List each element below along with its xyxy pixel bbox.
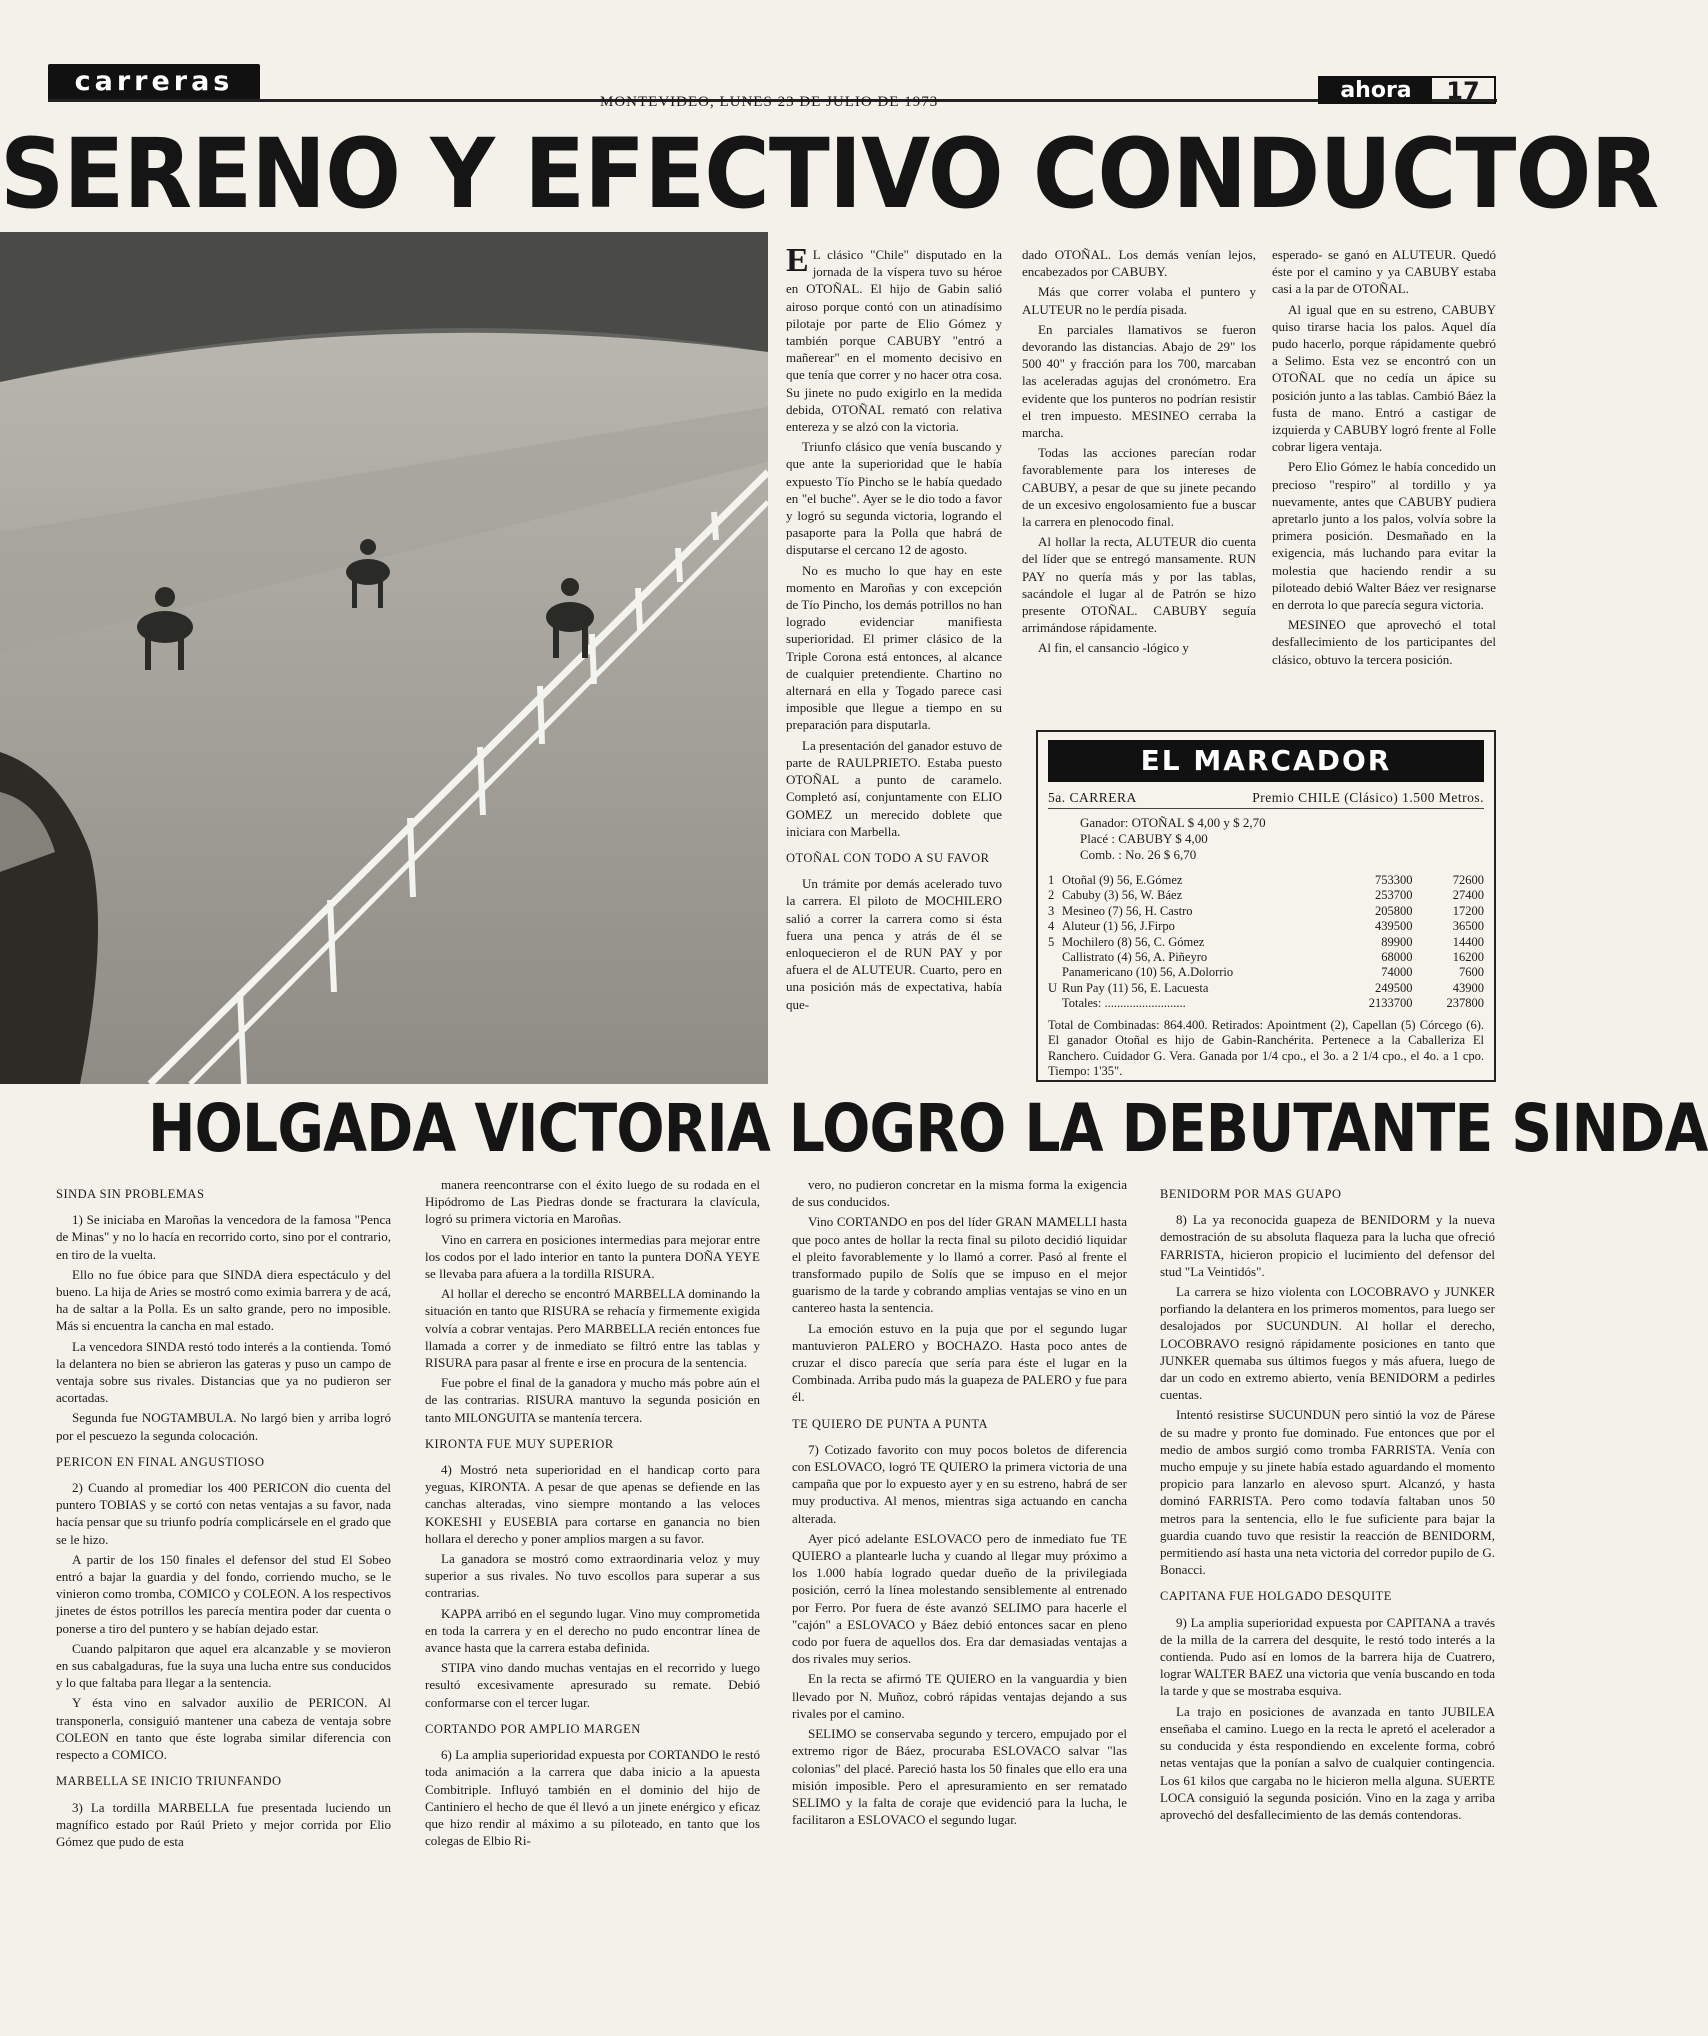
result-amount-b: 36500 — [1452, 919, 1484, 934]
paragraph: Segunda fue NOGTAMBULA. No largó bien y arriba logró por el pescuezo la segunda colocación. — [56, 1410, 391, 1443]
paragraph: manera reencontrarse con el éxito luego de su rodada en el Hipódromo de Las Piedras donde se fracturara la clavícula, logró su primera victoria en Maroñas. — [425, 1177, 760, 1227]
result-horse: Mesineo (7) 56, H. Castro — [1062, 903, 1193, 918]
paragraph: Cuando palpitaron que aquel era alcanzable y se movieron en sus cabalgaduras, fue la suya una lucha entre sus conducidos y lo que faltaba para llegar a la sentencia. — [56, 1640, 391, 1691]
result-position: 3 — [1048, 903, 1055, 918]
article-bottom-col-2 — [425, 1176, 760, 2012]
result-row — [1048, 935, 1484, 950]
paragraph: A partir de los 150 finales el defensor del stud El Sobeo entró a bajar la guardia y del fondo, corriendo mucho, se le vinieron como tromba, COMICO y COLEON. A los respectivos jinetes de éstos potrillos les parecía mentira poder dar cuenta o ponerse a tiro del puntero y se habían dejado estar. — [56, 1551, 391, 1636]
result-amount-b: 7600 — [1459, 965, 1484, 980]
paragraph: KAPPA arribó en el segundo lugar. Vino muy comprometida en toda la carrera y en el derecho no pudo encontrar línea de avance hasta que la carrera estaba definida. — [425, 1605, 760, 1656]
result-amount-a: 439500 — [1374, 919, 1413, 934]
race-photo — [0, 232, 768, 1084]
paragraph: MESINEO que aprovechó el total desfallecimiento de los participantes del clásico, obtuvo la tercera posición. — [1272, 617, 1496, 667]
result-row — [1048, 919, 1484, 934]
subheading: CORTANDO POR AMPLIO MARGEN — [425, 1721, 641, 1736]
brand-name: ahora — [1320, 78, 1432, 102]
result-row — [1048, 981, 1484, 996]
paragraph: No es mucho lo que hay en este momento en Maroñas y con excepción de Tío Pincho, los demás potrillos no han logrado evidenciar manifiesta superioridad. El primer clásico de la Triple Corona está entonces, al alcance de cualquier pretendiente. Chartino no alternará en ella y Togado parece casi imposible que llegue a tiempo en su preparación para disputarla. — [786, 562, 1002, 733]
subheading: MARBELLA SE INICIO TRIUNFANDO — [56, 1774, 282, 1789]
result-amount-b: 14400 — [1452, 934, 1484, 949]
page-number: 17 — [1446, 77, 1480, 105]
dateline: MONTEVIDEO, LUNES 23 DE JULIO DE 1973 — [600, 94, 939, 110]
result-row — [1048, 873, 1484, 888]
headline-second: HOLGADA VICTORIA LOGRO LA DEBUTANTE SINDA — [148, 1090, 1708, 1167]
result-amount-b: 72600 — [1452, 873, 1484, 887]
subheading: PERICON EN FINAL ANGUSTIOSO — [56, 1454, 265, 1469]
paragraph: STIPA vino dando muchas ventajas en el recorrido y luego resultó excesivamente apresurado su remate. Debió conformarse con el tercer lugar. — [425, 1660, 760, 1710]
subheading: OTOÑAL CON TODO A SU FAVOR — [786, 850, 990, 865]
race-number: 5a. CARRERA — [1048, 790, 1137, 805]
article-top-col-1 — [786, 242, 1002, 1084]
payout-line: Ganador: OTOÑAL $ 4,00 y $ 2,70 — [1080, 815, 1266, 830]
result-row — [1048, 965, 1484, 980]
paragraph: Más que correr volaba el puntero y ALUTEUR no le perdía pisada. — [1022, 284, 1256, 317]
result-amount-b: 16200 — [1452, 950, 1484, 965]
section-tag: carreras — [48, 64, 260, 100]
paragraph: La ganadora se mostró como extraordinaria veloz y muy superior a sus rivales. No tuvo escollos para superar a sus contrarias. — [425, 1551, 760, 1601]
results-footer: Total de Combinadas: 864.400. Retirados: Apointment (2), Capellan (5) Córcego (6). El ganador Otoñal es hijo de Gabin-Ranchérita. Pertenece a la Caballeriza El Ranchero. Cuidador G. Vera. Ganada por 1/4 cpo., el 3o. a 2 1/4 cpo., el 4o. a 1 cpo. Tiempo: 1'35". — [1048, 1017, 1484, 1079]
result-position — [1048, 965, 1062, 980]
paragraph: 2) Cuando al promediar los 400 PERICON dio cuenta del puntero TOBIAS y se cortó con netas ventajas a su favor, nada hacía pensar que su triunfo podría complicársele en el grado que se le hizo. — [56, 1480, 391, 1547]
subheading: CAPITANA FUE HOLGADO DESQUITE — [1160, 1589, 1392, 1604]
subheading: BENIDORM POR MAS GUAPO — [1160, 1187, 1342, 1201]
result-horse: Callistrato (4) 56, A. Piñeyro — [1062, 950, 1208, 965]
brand-logo — [1318, 76, 1496, 104]
result-horse: Cabuby (3) 56, W. Báez — [1062, 888, 1183, 903]
race-name: Premio CHILE (Clásico) 1.500 Metros. — [1252, 790, 1484, 805]
result-position: 2 — [1048, 888, 1055, 903]
result-row — [1048, 996, 1484, 1011]
paragraph: 8) La ya reconocida guapeza de BENIDORM y la nueva demostración de su absoluta flaqueza para la lucha que ofreció FARRISTA, hicieron propicio el lucimiento del defensor del stud "La Veintidós". — [1160, 1212, 1495, 1279]
result-position: U — [1048, 980, 1058, 995]
payouts — [1038, 809, 1494, 869]
paragraph: Vino CORTANDO en pos del líder GRAN MAMELLI hasta que poco antes de hollar la recta final su piloto decidió liquidar el pleito favorablemente y lo llamó a correr. Pasó al frente el transformado pupilo de Solís que se impuso en el mejor guarismo de la tarde y cobrando amplias ventajas se vino en un cantereo hasta la sentencia. — [792, 1214, 1127, 1316]
paragraph: Ayer picó adelante ESLOVACO pero de inmediato fue TE QUIERO a plantearle lucha y cuando al llegar muy próximo a los 1.000 había logrado quedar dueño de la privilegiada posición, cerró la línea molestando sensiblemente al entrenado por Ferro. Por fuera de éste avanzó SELIMO para hacerle el "cajón" a ESLOVACO y Báez debió entonces sacar en pleno codo por fuera de aquellos dos. Era dar demasiadas ventajas a dos rivales muy serios. — [792, 1530, 1127, 1667]
paragraph: 6) La amplia superioridad expuesta por CORTANDO le restó toda animación a la carrera que daba inicio a la apuesta Combitriple. Influyó también en el dominio del hijo de Cantiniero el hecho de que él llevó a un jinete enérgico y eficaz que hizo rendir al máximo a su piloteado, en tanto que los colegas de Elbio Ri- — [425, 1747, 760, 1849]
race-photo-image — [0, 232, 768, 1084]
results-box-title: EL MARCADOR — [1048, 740, 1484, 782]
result-position — [1048, 996, 1062, 1011]
paragraph: Intentó resistirse SUCUNDUN pero sintió la voz de Párese de su madre y pronto fue dominado. Fue entonces que por el medio de ambos surgió como tromba FARRISTA. Venía con mucho empuje y su jinete había estado aguardando el momento propicio para lanzarlo en alevoso spurt. Alcanzó, y hasta dominó FARRISTA. Pero como todavía faltaban unos 50 metros para la sentencia, ello le fue suficiente para bajar la guardia cuando tuvo que resistir la reacción de BENIDORM, permitiendo así hasta una neta victoria del corredor pupilo de G. Bonacci. — [1160, 1407, 1495, 1578]
result-amount-a: 253700 — [1374, 888, 1413, 903]
paragraph: Al hollar el derecho se encontró MARBELLA dominando la situación en tanto que RISURA se rehacía y firmemente exigida volvía a cobrar ventajas. Pero MARBELLA recién entonces fue llamada a correr y de inmediato se filtró entre las tablas y RISURA para pasar al frente e irse en procura de la sentencia. — [425, 1286, 760, 1371]
article-top-col-3 — [1272, 246, 1496, 720]
result-horse: Mochilero (8) 56, C. Gómez — [1062, 934, 1205, 949]
paragraph: En parciales llamativos se fueron devorando las distancias. Abajo de 29" los 500 40" y fracción para los 700, marcaban las aceleradas agujas del cronómetro. Era evidente que los punteros no podrían resistir el tren impuesto. MESINEO cerraba la marcha. — [1022, 321, 1256, 441]
race-header — [1048, 788, 1484, 809]
paragraph: Fue pobre el final de la ganadora y mucho más pobre aún el de las contrarias. RISURA mantuvo la segunda posición en tanto MILONGUITA se mantenía tercera. — [425, 1375, 760, 1425]
paragraph: Al fin, el cansancio -lógico y — [1038, 640, 1189, 656]
result-position: 1 — [1048, 873, 1055, 887]
paragraph: Ello no fue óbice para que SINDA diera espectáculo y del bueno. La hija de Aries se mostró como eximia barrera y de acá, ha de saltar a la Polla. Es un salto grande, pero no imposible. Más si encuentra la cancha en mal estado. — [56, 1266, 391, 1334]
paragraph: Pero Elio Gómez le había concedido un precioso "respiro" al tordillo y ya nuevamente, antes que CABUBY pudiera apretarlo junto a los palos, volvía sobre la primera posición. Desmañado en la exigencia, más luchando para evitar la molestia que haciendo rendir a su piloteado debió Walter Báez ver resignarse en derrota lo que parecía segura victoria. — [1272, 459, 1496, 613]
result-amount-a: 2133700 — [1368, 996, 1413, 1011]
paragraph: La emoción estuvo en la puja que por el segundo lugar mantuvieron PALERO y BOCHAZO. Hasta poco antes de cruzar el disco parecía que sería para éste el lugar en la Combinada. Arriba pudo más la guapeza de PALERO y fue para él. — [792, 1320, 1127, 1405]
paragraph: La presentación del ganador estuvo de parte de RAULPRIETO. Estaba puesto OTOÑAL a punto de caramelo. Completó así, conjuntamente con ELIO GOMEZ un merecido doblete que iniciara con Marbella. — [786, 737, 1002, 839]
article-bottom-col-4 — [1160, 1176, 1495, 2012]
paragraph: esperado- se ganó en ALUTEUR. Quedó éste por el camino y ya CABUBY estaba casi a la par de OTOÑAL. — [1272, 247, 1496, 297]
result-row — [1048, 950, 1484, 965]
headline-main: SERENO Y EFECTIVO CONDUCTOR — [0, 118, 1659, 230]
subheading: TE QUIERO DE PUNTA A PUNTA — [792, 1416, 989, 1431]
paragraph: vero, no pudieron concretar en la misma forma la exigencia de sus conducidos. — [792, 1177, 1127, 1210]
paragraph: Triunfo clásico que venía buscando y que ante la superioridad que le había expuesto Tío Pincho se le había quedado en "el buche". Ayer se le dio todo a favor y logró su segunda victoria, logrando el pasaporte para la Polla que habrá de disputarse el cercano 12 de agosto. — [786, 439, 1002, 558]
result-row — [1048, 888, 1484, 903]
paragraph: 9) La amplia superioridad expuesta por CAPITANA a través de la milla de la carrera del desquite, le restó todo interés a la contienda. Pudo así en lomos de la barrera hija de Cuatrero, lograr WALTER BAEZ una victoria que venía buscando en toda la tarde y que se mostraba esquiva. — [1160, 1614, 1495, 1699]
results-box — [1036, 730, 1496, 1082]
result-amount-a: 74000 — [1381, 965, 1413, 980]
result-amount-b: 237800 — [1446, 996, 1484, 1011]
results-table — [1048, 873, 1484, 1012]
paragraph: 1) Se iniciaba en Maroñas la vencedora de la famosa "Penca de Minas" y no lo hacía en recorrido corto, sino por el contrario, en tiro de la vuelta. — [56, 1212, 391, 1262]
result-horse: Aluteur (1) 56, J.Firpo — [1062, 919, 1175, 934]
result-amount-a: 249500 — [1374, 980, 1413, 995]
article-bottom-col-3 — [792, 1176, 1127, 2012]
result-amount-a: 205800 — [1374, 903, 1413, 918]
result-amount-a: 89900 — [1381, 934, 1413, 949]
paragraph: dado OTOÑAL. Los demás venían lejos, encabezados por CABUBY. — [1022, 247, 1256, 280]
paragraph: Vino en carrera en posiciones intermedias para mejorar entre los codos por el lado interior en tanto la puntera DOÑA YEYE se llevaba para afuera a la tordilla RISURA. — [425, 1231, 760, 1282]
article-top-col-2 — [1022, 246, 1256, 720]
subheading: SINDA SIN PROBLEMAS — [56, 1187, 205, 1201]
paragraph: La vencedora SINDA restó todo interés a la contienda. Tomó la delantera no bien se abrieron las gateras y puso un campo de ventaja sobre sus rivales. Distancias que ya no pudieron ser acortadas. — [56, 1338, 391, 1406]
paragraph: Al hollar la recta, ALUTEUR dio cuenta del líder que se entregó mansamente. RUN PAY no quería más y por las tablas, sacándole el lugar al de Patrón se hizo presente OTOÑAL. CABUBY seguía arrimándose rápidamente. — [1022, 534, 1256, 636]
payout-line: Comb. : No. 26 $ 6,70 — [1080, 847, 1197, 862]
result-horse: Run Pay (11) 56, E. Lacuesta — [1062, 980, 1209, 995]
result-amount-b: 43900 — [1452, 980, 1484, 995]
subheading: KIRONTA FUE MUY SUPERIOR — [425, 1436, 614, 1451]
result-amount-b: 27400 — [1452, 888, 1484, 903]
payout-line: Placé : CABUBY $ 4,00 — [1080, 831, 1208, 846]
result-position: 4 — [1048, 919, 1055, 934]
paragraph: 4) Mostró neta superioridad en el handicap corto para yeguas, KIRONTA. A pesar de que apenas se defiende en las canchas alteradas, vino siempre montando a las veloces KOKESHI y EUSEBIA para cortarse en ganancia no bien hollara el derecho y poner amplios margen a su favor. — [425, 1462, 760, 1546]
result-row — [1048, 904, 1484, 919]
result-horse: Otoñal (9) 56, E.Gómez — [1062, 873, 1183, 887]
paragraph: La carrera se hizo violenta con LOCOBRAVO y JUNKER porfiando la delantera en los primeros momentos, para luego ser desalojados por SUCUNDUN. Al hollar el derecho, LOCOBRAVO resignó rápidamente posiciones en tanto que JUNKER quemaba sus últimos fuegos y más afuera, luego de dar un codo en extremo abierto, venía BENIDORM a pedirles cuentas. — [1160, 1284, 1495, 1403]
paragraph: Y ésta vino en salvador auxilio de PERICON. Al transponerla, consiguió mantener una cabeza de ventaja sobre COLEON en tanto que éste lograba similar diferencia con respecto a COMICO. — [56, 1695, 391, 1763]
paragraph: 3) La tordilla MARBELLA fue presentada luciendo un magnífico estado por Raúl Prieto y mejor corrida por Elio Gómez que pudo de esta — [56, 1799, 391, 1849]
result-position — [1048, 950, 1062, 965]
result-amount-a: 753300 — [1374, 873, 1413, 887]
result-amount-a: 68000 — [1381, 950, 1413, 965]
result-horse: Panamericano (10) 56, A.Dolorrio — [1062, 965, 1234, 980]
result-position: 5 — [1048, 934, 1055, 949]
article-bottom-col-1 — [56, 1176, 391, 2012]
result-amount-b: 17200 — [1452, 903, 1484, 918]
paragraph: EL clásico "Chile" disputado en la jornada de la víspera tuvo su héroe en OTOÑAL. El hijo de Gabin salió airoso porque contó con un atinadísimo pilotaje por parte de Elio Gómez y también porque CABUBY "entró a mañerear" en el momento decisivo en que tenía que correr y no hacer otra cosa. Su jinete no pudo exigirlo en la medida debida, OTOÑAL remató con relativa entereza y se alzó con la victoria. — [786, 242, 1002, 435]
paragraph: Todas las acciones parecían rodar favorablemente para los intereses de CABUBY, a pesar de que su jinete pecando de un excesivo engolosamiento fue a buscar la carrera en plenocodo final. — [1022, 445, 1256, 530]
paragraph: En la recta se afirmó TE QUIERO en la vanguardia y bien llevado por N. Muñoz, cobró rápidas ventajas dejando a sus rivales por el camino. — [792, 1671, 1127, 1721]
paragraph: La trajo en posiciones de avanzada en tanto JUBILEA enseñaba el camino. Luego en la recta le apretó el acelerador a su conducida y ésta respondiendo en excelente forma, cobró netas ventajas que la ponían a salvo de cualquier contingencia. Los 61 kilos que cargaba no le hicieron mella alguna. SUERTE LOCA consiguió la segunda posición. Vino en la zaga y arriba aprovechó del desfallecimiento de las demás contendoras. — [1160, 1703, 1495, 1822]
result-horse: Totales: .......................... — [1062, 996, 1186, 1011]
paragraph: 7) Cotizado favorito con muy pocos boletos de diferencia con ESLOVACO, logró TE QUIERO la primera victoria de una campaña que por lo expuesto ayer y en su estreno, habrá de ser muy productiva. Al menos, mientras siga actuando en cancha alterada. — [792, 1441, 1127, 1526]
paragraph: Al igual que en su estreno, CABUBY quiso tirarse hacia los palos. Aquel día pudo hacerlo, porque rápidamente quebró a Selimo. Esta vez se encontró con un OTOÑAL que no cedía un ápice su posición junto a las tablas. Cambió Báez la fusta de mano. Entró a castigar de izquierda y CABUBY logró frente al Folle cobrar ligera ventaja. — [1272, 301, 1496, 455]
paragraph: Un trámite por demás acelerado tuvo la carrera. El piloto de MOCHILERO salió a correr la carrera como si ésta fuera una penca y atrás de él se enloquecieron el de RUN PAY y por afuera el de ALUTEUR. Cuarto, pero en una posición más de expectativa, había que- — [786, 876, 1002, 1012]
paragraph: SELIMO se conservaba segundo y tercero, empujado por el extremo rigor de Báez, procuraba ESLOVACO salvar "las colonias" del placé. Pareció hasta los 50 finales que ello era una misión imposible. Pero el apresuramiento en ser rematado SELIMO y la falta de coraje que evidenció para la lucha, le facilitaron a ESLOVACO el segundo lugar. — [792, 1726, 1127, 1828]
